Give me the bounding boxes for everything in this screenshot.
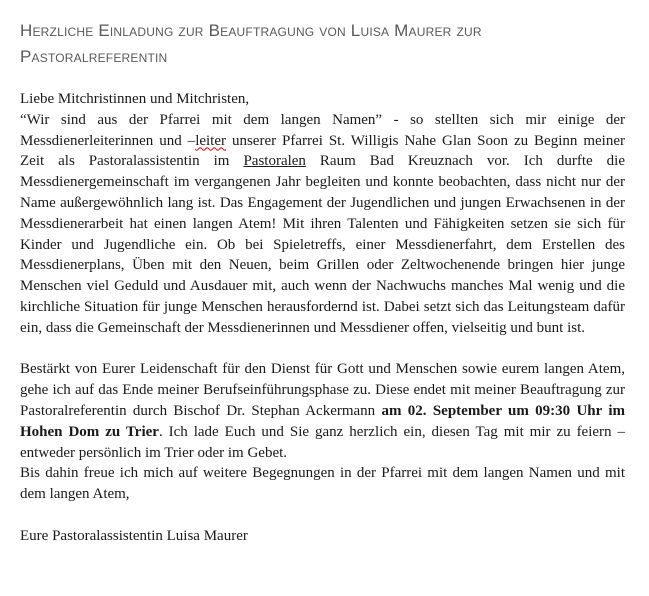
spellcheck-word-leiter[interactable]: leiter	[195, 132, 227, 149]
paragraph-3: Bis dahin freue ich mich auf weitere Begegnungen in der Pfarrei mit dem langen Namen und mit dem langen Atem,	[20, 465, 625, 503]
paragraph-2	[20, 359, 625, 463]
paragraph-spacer	[20, 339, 625, 360]
salutation: Liebe Mitchristinnen und Mitchristen,	[20, 91, 250, 107]
paragraph-1-text-c: unserer Pfarrei St. Willigis Nahe Glan Soon zu Beginn meiner Zeit als Pastoralassistentin im	[20, 132, 625, 170]
paragraph-2-text-c: . Ich lade Euch und Sie ganz herzlich ein, diesen Tag mit mir zu feiern – entweder persönlich im Trier oder im Gebet.	[20, 423, 625, 461]
underlined-word-pastoralen: Pastoralen	[243, 153, 306, 170]
letter-body	[20, 89, 625, 547]
paragraph-1	[20, 110, 625, 339]
paragraph-2-text-a: Bestärkt von Eurer Leidenschaft für den Dienst für Gott und Menschen sowie eurem langen Atem, gehe ich auf das Ende meiner Berufseinführungsphase zu. Diese endet mit meiner Beauftragung zur Pastoralreferentin durch Bischof Dr. Stephan Ackermann	[20, 361, 625, 419]
title-line-1: Herzliche Einladung zur Beauftragung von Luisa Maurer zur	[20, 21, 482, 40]
event-date-bold: am 02. September um 09:30 Uhr im Hohen Dom zu Trier	[20, 402, 625, 440]
paragraph-spacer	[20, 505, 625, 526]
title-line-2: Pastoralreferentin	[20, 47, 168, 66]
signature: Eure Pastoralassistentin Luisa Maurer	[20, 527, 248, 544]
paragraph-1-text-e: Raum Bad Kreuznach vor. Ich durfte die Messdienergemeinschaft im vergangenen Jahr begleiten und konnte beobachten, dass nicht nur der Name außergewöhnlich lang ist. Das Engagement der Jugendlichen und jungen Erwachsenen in der Messdienerarbeit hat einen langen Atem! Mit ihren Talenten und Fähigkeiten setzen sie sich für Kinder und Jugendliche ein. Ob bei Spieletreffs, einer Messdienerfahrt, dem Erstellen des Messdienerplans, Üben mit den Neuen, beim Grillen oder Zeltwochenende bringen hier junge Menschen viel Geduld und Ausdauer mit, auch wenn der Nachwuchs manches Mal wenig und die kirchliche Situation für junge Menschen herausfordernd ist. Dabei setzt sich das Leitungsteam dafür ein, dass die Gemeinschaft der Messdienerinnen und Messdiener offen, vielseitig und bunt ist.	[20, 153, 625, 336]
paragraph-1-text-a: “Wir sind aus der Pfarrei mit dem langen Namen” - so stellten sich mir einige der Messdienerleiterinnen und –	[20, 111, 625, 149]
document-title	[20, 18, 620, 70]
